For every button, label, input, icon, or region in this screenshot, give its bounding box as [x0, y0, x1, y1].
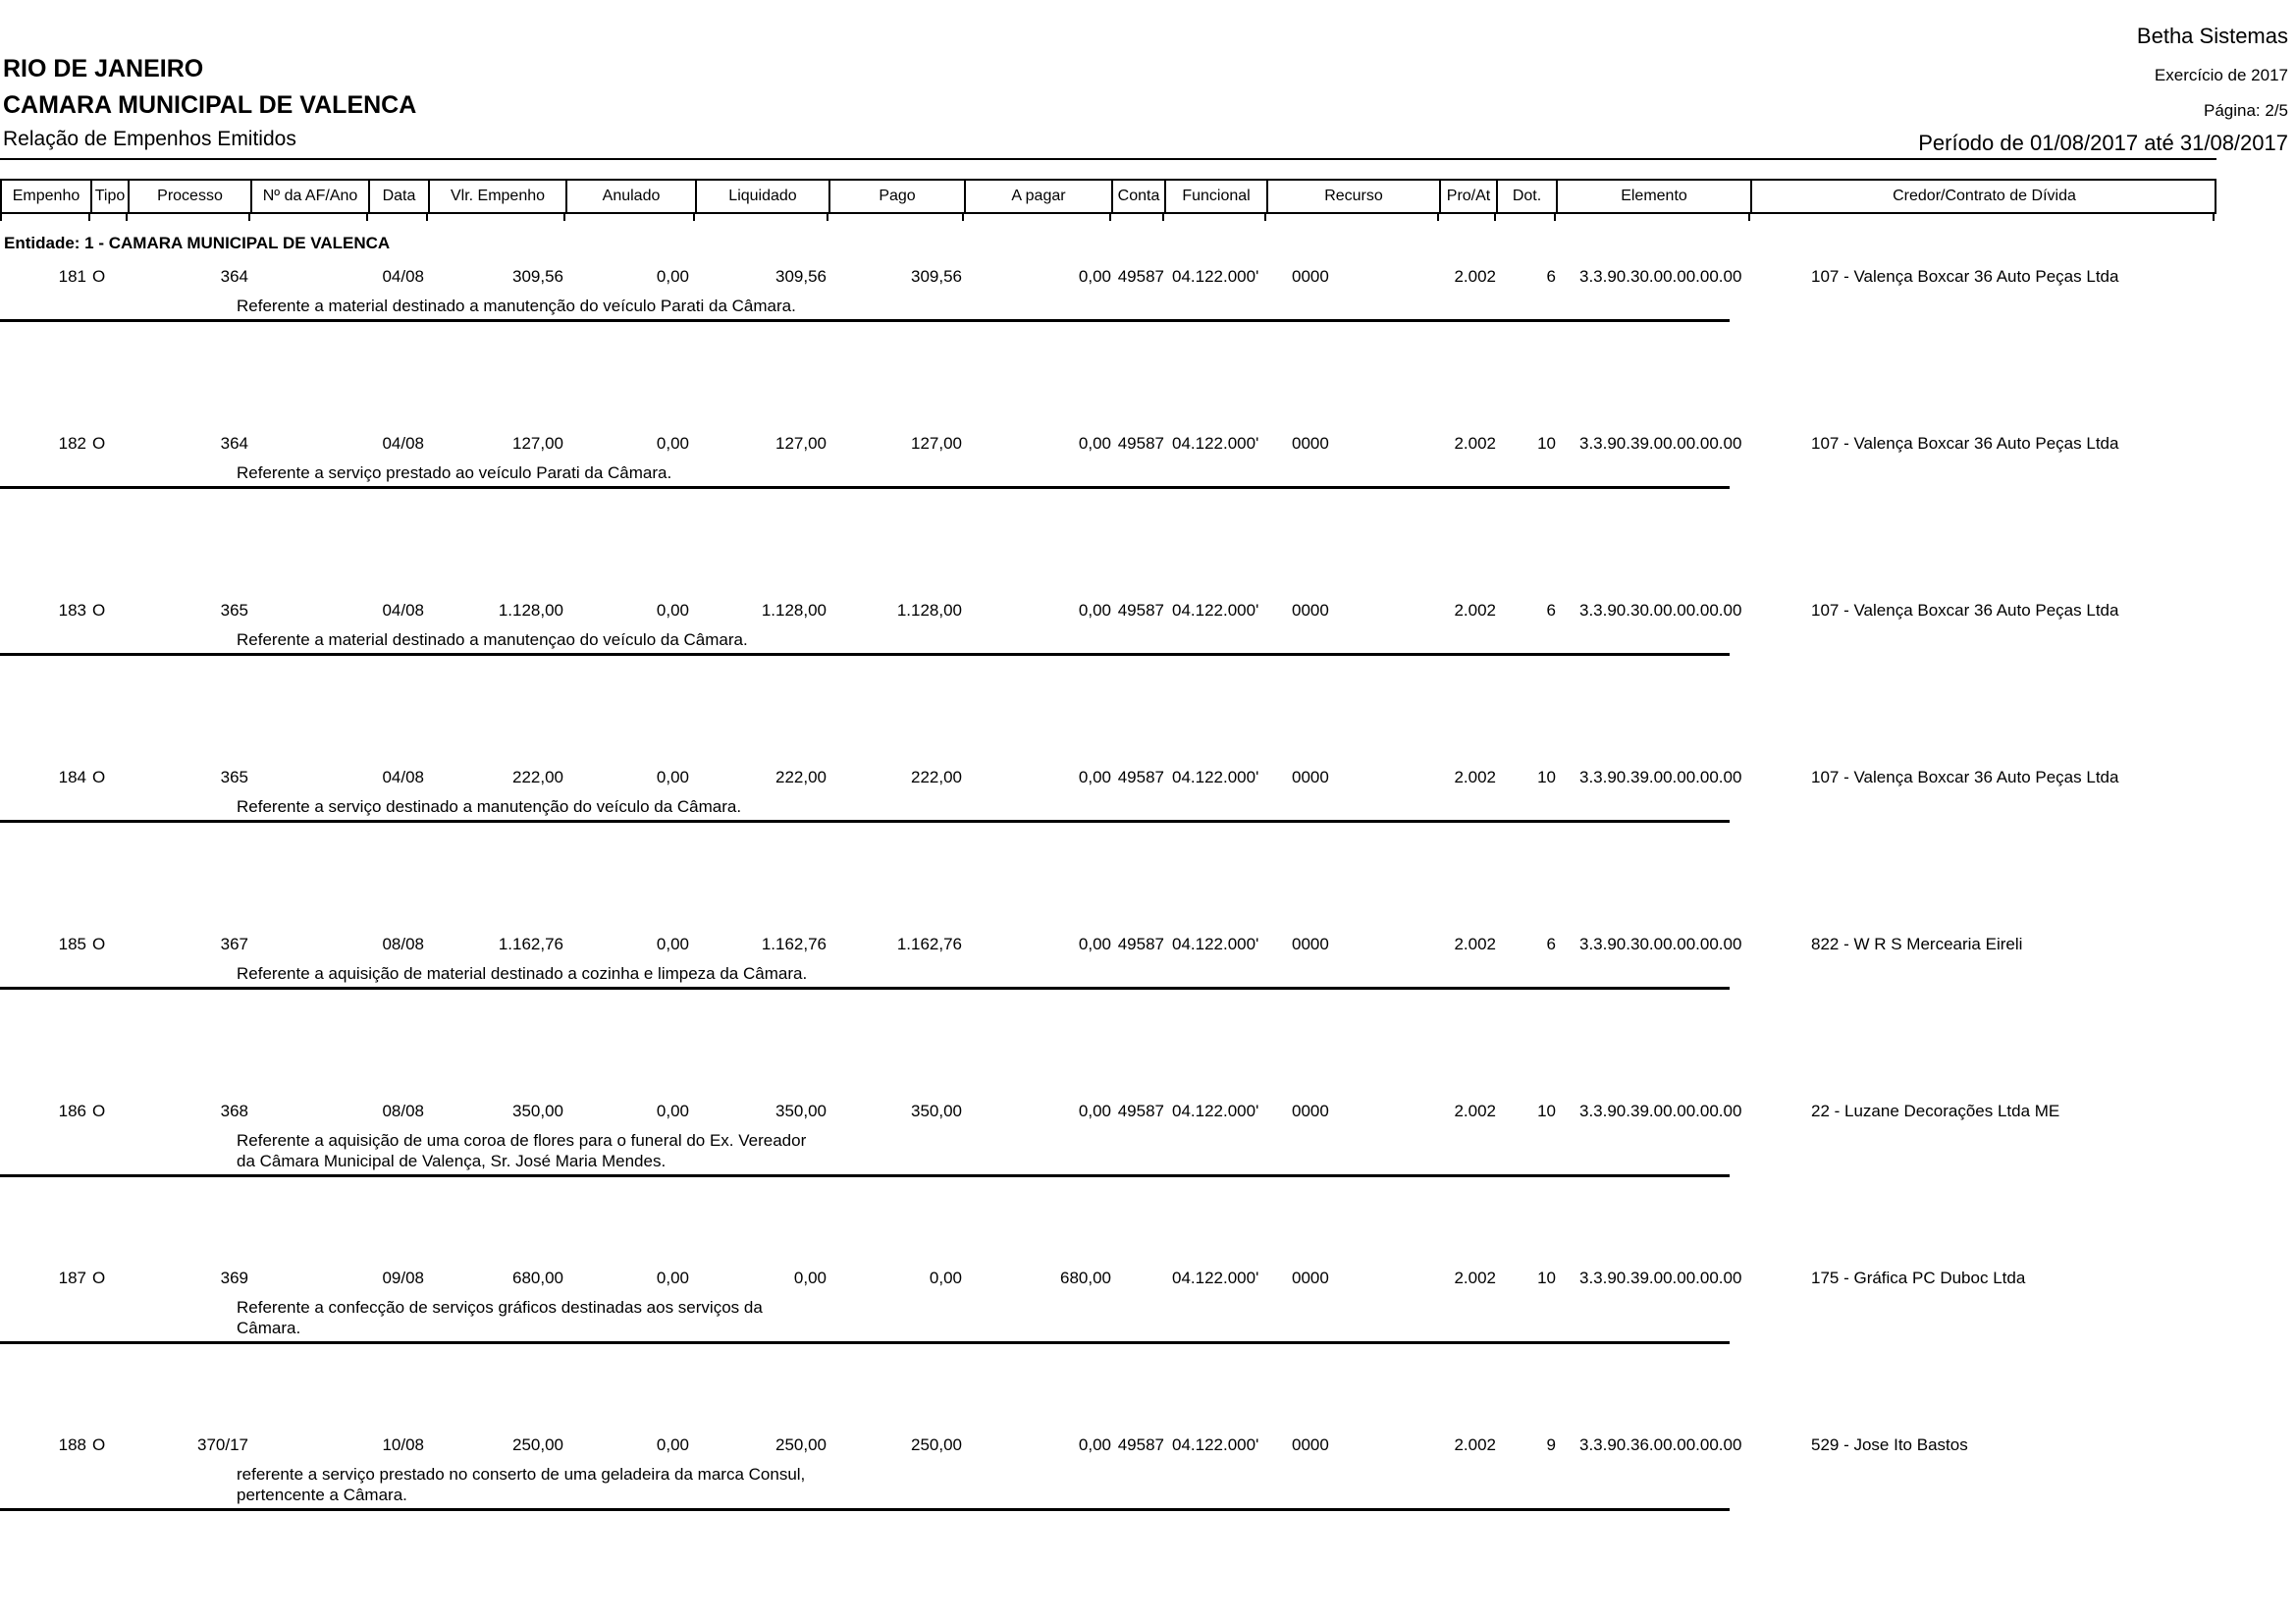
tick-mark	[695, 214, 828, 221]
row-description	[237, 796, 2296, 817]
cell-af_ano	[250, 768, 368, 787]
cell-credor: 107 - Valença Boxcar 36 Auto Peças Ltda	[1811, 768, 2119, 786]
cell-liquidado: 0,00	[793, 1269, 827, 1287]
row-values	[0, 601, 2296, 621]
cell-liquidado: 127,00	[775, 434, 827, 453]
cell-af_ano	[250, 434, 368, 454]
vendor-name: Betha Sistemas	[2136, 24, 2288, 48]
column-header-anulado: Anulado	[567, 181, 697, 212]
column-header-vlr: Vlr. Empenho	[430, 181, 567, 212]
column-header-credor: Credor/Contrato de Dívida	[1893, 188, 2076, 204]
row-values	[0, 434, 2296, 454]
cell-recurso: 0000	[1292, 935, 1329, 953]
column-header-pago: Pago	[830, 181, 966, 212]
cell-funcional: 04.122.000'	[1172, 935, 1259, 953]
cell-af_ano	[250, 935, 368, 954]
cell-elemento: 3.3.90.30.00.00.00.00	[1579, 935, 1742, 953]
entity-label: Entidade: 1 - CAMARA MUNICIPAL DE VALENCA	[4, 234, 391, 252]
row-separator-rule	[0, 319, 1730, 322]
period-label: Período de 01/08/2017 até 31/08/2017	[1918, 131, 2288, 155]
cell-conta: 49587	[1117, 601, 1164, 620]
cell-vlr: 1.162,76	[498, 935, 563, 953]
row-separator-rule	[0, 1508, 1730, 1511]
table-row	[0, 1098, 2296, 1265]
row-description	[237, 1297, 2296, 1338]
row-separator-rule	[0, 820, 1730, 823]
cell-pago: 0,00	[929, 1269, 962, 1287]
tick-mark	[1439, 214, 1496, 221]
cell-credor: 107 - Valença Boxcar 36 Auto Peças Ltda	[1811, 601, 2119, 620]
column-header-recurso: Recurso	[1268, 181, 1441, 212]
cell-tipo: O	[92, 434, 106, 453]
table-row	[0, 1432, 2296, 1598]
row-separator-rule	[0, 653, 1730, 656]
cell-conta	[1111, 1269, 1164, 1288]
cell-funcional: 04.122.000'	[1172, 601, 1259, 620]
cell-anulado: 0,00	[656, 1269, 689, 1287]
cell-pro_at: 2.002	[1454, 1269, 1496, 1287]
cell-a_pagar: 0,00	[1078, 601, 1111, 620]
description-line: Referente a aquisição de uma coroa de flores para o funeral do Ex. Vereador	[237, 1131, 807, 1150]
cell-credor: 822 - W R S Mercearia Eireli	[1811, 935, 2023, 953]
cell-tipo: O	[92, 768, 106, 786]
cell-anulado: 0,00	[656, 1435, 689, 1454]
tick-mark	[1750, 214, 2215, 221]
cell-tipo: O	[92, 601, 106, 620]
cell-processo: 367	[220, 935, 248, 953]
cell-empenho: 181	[58, 267, 86, 286]
cell-pago: 1.128,00	[896, 601, 962, 620]
table-row	[0, 1265, 2296, 1432]
cell-processo: 369	[220, 1269, 248, 1287]
cell-vlr: 222,00	[512, 768, 563, 786]
cell-empenho: 187	[58, 1269, 86, 1287]
cell-recurso: 0000	[1292, 1435, 1329, 1454]
tick-mark	[565, 214, 695, 221]
column-header-elemento: Elemento	[1558, 181, 1752, 212]
cell-elemento: 3.3.90.36.00.00.00.00	[1579, 1435, 1742, 1454]
row-description	[237, 1464, 2296, 1505]
cell-pro_at: 2.002	[1454, 768, 1496, 786]
cell-liquidado: 1.162,76	[761, 935, 827, 953]
row-description	[237, 629, 2296, 650]
cell-processo: 370/17	[197, 1435, 248, 1454]
row-separator-rule	[0, 987, 1730, 990]
report-title: Relação de Empenhos Emitidos	[3, 128, 296, 150]
cell-pro_at: 2.002	[1454, 1435, 1496, 1454]
column-header-tipo: Tipo	[92, 181, 130, 212]
cell-pro_at: 2.002	[1454, 1102, 1496, 1120]
description-line: pertencente a Câmara.	[237, 1486, 407, 1504]
cell-anulado: 0,00	[656, 1102, 689, 1120]
tick-mark	[90, 214, 128, 221]
cell-processo: 365	[220, 601, 248, 620]
row-description	[237, 462, 2296, 483]
cell-dot: 6	[1546, 935, 1556, 953]
cell-liquidado: 309,56	[775, 267, 827, 286]
cell-af_ano	[250, 1435, 368, 1455]
cell-a_pagar: 0,00	[1078, 935, 1111, 953]
cell-tipo: O	[92, 1435, 106, 1454]
cell-af_ano	[250, 1102, 368, 1121]
cell-dot: 10	[1537, 768, 1556, 786]
description-line: Referente a confecção de serviços gráficos destinadas aos serviços da	[237, 1298, 763, 1317]
cell-funcional: 04.122.000'	[1172, 768, 1259, 786]
cell-tipo: O	[92, 1269, 106, 1287]
cell-liquidado: 1.128,00	[761, 601, 827, 620]
cell-tipo: O	[92, 267, 106, 286]
cell-processo: 364	[220, 267, 248, 286]
cell-dot: 10	[1537, 1269, 1556, 1287]
records-list	[0, 263, 2296, 1598]
description-line: referente a serviço prestado no conserto de uma geladeira da marca Consul,	[237, 1465, 806, 1484]
cell-elemento: 3.3.90.30.00.00.00.00	[1579, 601, 1742, 620]
cell-conta: 49587	[1117, 1435, 1164, 1454]
tick-mark	[1111, 214, 1164, 221]
cell-pro_at: 2.002	[1454, 434, 1496, 453]
cell-tipo: O	[92, 935, 106, 953]
description-line: Referente a aquisição de material destinado a cozinha e limpeza da Câmara.	[237, 964, 808, 983]
table-row	[0, 931, 2296, 1098]
cell-funcional: 04.122.000'	[1172, 434, 1259, 453]
tick-mark	[964, 214, 1111, 221]
column-header-dot: Dot.	[1498, 181, 1558, 212]
cell-funcional: 04.122.000'	[1172, 1102, 1259, 1120]
header-rule	[0, 158, 2216, 160]
cell-pro_at: 2.002	[1454, 601, 1496, 620]
cell-data: 04/08	[382, 434, 424, 453]
cell-vlr: 1.128,00	[498, 601, 563, 620]
tick-mark	[828, 214, 964, 221]
column-header-af_ano: Nº da AF/Ano	[252, 181, 370, 212]
cell-empenho: 183	[58, 601, 86, 620]
cell-anulado: 0,00	[656, 768, 689, 786]
row-separator-rule	[0, 486, 1730, 489]
cell-dot: 6	[1546, 601, 1556, 620]
cell-data: 08/08	[382, 1102, 424, 1120]
row-values	[0, 267, 2296, 287]
cell-processo: 365	[220, 768, 248, 786]
cell-pago: 309,56	[911, 267, 962, 286]
exercise-label: Exercício de 2017	[2154, 66, 2288, 84]
page-number: Página: 2/5	[2203, 101, 2288, 120]
cell-dot: 9	[1546, 1435, 1556, 1454]
cell-pago: 127,00	[911, 434, 962, 453]
cell-funcional: 04.122.000'	[1172, 267, 1259, 286]
cell-conta: 49587	[1117, 935, 1164, 953]
column-header-processo: Processo	[130, 181, 252, 212]
cell-pago: 250,00	[911, 1435, 962, 1454]
cell-a_pagar: 0,00	[1078, 1102, 1111, 1120]
cell-empenho: 184	[58, 768, 86, 786]
row-values	[0, 1269, 2296, 1288]
cell-recurso: 0000	[1292, 1102, 1329, 1120]
state-name: RIO DE JANEIRO	[3, 55, 204, 82]
cell-a_pagar: 0,00	[1078, 1435, 1111, 1454]
org-name: CAMARA MUNICIPAL DE VALENCA	[3, 91, 417, 119]
cell-elemento: 3.3.90.39.00.00.00.00	[1579, 434, 1742, 453]
cell-credor: 107 - Valença Boxcar 36 Auto Peças Ltda	[1811, 267, 2119, 286]
cell-conta: 49587	[1117, 267, 1164, 286]
cell-pro_at: 2.002	[1454, 935, 1496, 953]
cell-anulado: 0,00	[656, 434, 689, 453]
cell-conta: 49587	[1117, 1102, 1164, 1120]
cell-funcional: 04.122.000'	[1172, 1435, 1259, 1454]
cell-pago: 350,00	[911, 1102, 962, 1120]
tick-mark	[1164, 214, 1266, 221]
cell-data: 04/08	[382, 601, 424, 620]
table-row	[0, 764, 2296, 931]
table-column-header	[0, 179, 2216, 214]
row-values	[0, 768, 2296, 787]
column-header-conta: Conta	[1113, 181, 1166, 212]
column-header-liquidado: Liquidado	[697, 181, 830, 212]
cell-empenho: 185	[58, 935, 86, 953]
tick-mark	[428, 214, 565, 221]
tick-mark	[1496, 214, 1556, 221]
cell-af_ano	[250, 601, 368, 621]
cell-credor: 22 - Luzane Decorações Ltda ME	[1811, 1102, 2060, 1120]
cell-elemento: 3.3.90.39.00.00.00.00	[1579, 768, 1742, 786]
table-row	[0, 263, 2296, 430]
column-header-a_pagar: A pagar	[966, 181, 1113, 212]
description-line: Referente a material destinado a manutenção do veículo Parati da Câmara.	[237, 297, 796, 315]
tick-mark	[1266, 214, 1439, 221]
cell-elemento: 3.3.90.30.00.00.00.00	[1579, 267, 1742, 286]
cell-empenho: 188	[58, 1435, 86, 1454]
cell-af_ano	[250, 267, 368, 287]
cell-data: 04/08	[382, 768, 424, 786]
column-header-data: Data	[370, 181, 430, 212]
cell-dot: 10	[1537, 434, 1556, 453]
row-values	[0, 935, 2296, 954]
cell-tipo: O	[92, 1102, 106, 1120]
row-description	[237, 296, 2296, 316]
description-line: Câmara.	[237, 1319, 301, 1337]
column-header-empenho: Empenho	[2, 181, 92, 212]
cell-dot: 6	[1546, 267, 1556, 286]
cell-a_pagar: 0,00	[1078, 267, 1111, 286]
cell-recurso: 0000	[1292, 1269, 1329, 1287]
cell-funcional: 04.122.000'	[1172, 1269, 1259, 1287]
cell-vlr: 680,00	[512, 1269, 563, 1287]
cell-recurso: 0000	[1292, 768, 1329, 786]
column-header-funcional: Funcional	[1166, 181, 1268, 212]
cell-liquidado: 250,00	[775, 1435, 827, 1454]
tick-mark	[0, 214, 90, 221]
tick-mark	[368, 214, 428, 221]
description-line: Referente a serviço prestado ao veículo Parati da Câmara.	[237, 463, 672, 482]
cell-anulado: 0,00	[656, 601, 689, 620]
row-values	[0, 1435, 2296, 1455]
cell-recurso: 0000	[1292, 267, 1329, 286]
cell-vlr: 250,00	[512, 1435, 563, 1454]
column-header-pro_at: Pro/At	[1441, 181, 1498, 212]
cell-conta: 49587	[1117, 768, 1164, 786]
cell-af_ano	[250, 1269, 368, 1288]
cell-processo: 368	[220, 1102, 248, 1120]
cell-conta: 49587	[1117, 434, 1164, 453]
cell-pago: 222,00	[911, 768, 962, 786]
row-values	[0, 1102, 2296, 1121]
tick-mark	[250, 214, 368, 221]
cell-a_pagar: 680,00	[1060, 1269, 1111, 1287]
row-description	[237, 963, 2296, 984]
cell-liquidado: 222,00	[775, 768, 827, 786]
cell-pago: 1.162,76	[896, 935, 962, 953]
cell-vlr: 309,56	[512, 267, 563, 286]
cell-elemento: 3.3.90.39.00.00.00.00	[1579, 1269, 1742, 1287]
column-tick-marks	[0, 214, 2216, 221]
cell-data: 10/08	[382, 1435, 424, 1454]
tick-mark	[1556, 214, 1750, 221]
cell-credor: 175 - Gráfica PC Duboc Ltda	[1811, 1269, 2026, 1287]
cell-data: 04/08	[382, 267, 424, 286]
cell-empenho: 182	[58, 434, 86, 453]
cell-liquidado: 350,00	[775, 1102, 827, 1120]
tick-mark	[128, 214, 250, 221]
cell-a_pagar: 0,00	[1078, 434, 1111, 453]
cell-pro_at: 2.002	[1454, 267, 1496, 286]
cell-elemento: 3.3.90.39.00.00.00.00	[1579, 1102, 1742, 1120]
description-line: Referente a serviço destinado a manutenção do veículo da Câmara.	[237, 797, 742, 816]
description-line: da Câmara Municipal de Valença, Sr. José Maria Mendes.	[237, 1152, 667, 1170]
table-row	[0, 430, 2296, 597]
cell-a_pagar: 0,00	[1078, 768, 1111, 786]
cell-empenho: 186	[58, 1102, 86, 1120]
row-description	[237, 1130, 2296, 1171]
cell-dot: 10	[1537, 1102, 1556, 1120]
cell-data: 08/08	[382, 935, 424, 953]
cell-anulado: 0,00	[656, 935, 689, 953]
cell-credor: 107 - Valença Boxcar 36 Auto Peças Ltda	[1811, 434, 2119, 453]
cell-recurso: 0000	[1292, 434, 1329, 453]
cell-anulado: 0,00	[656, 267, 689, 286]
table-row	[0, 597, 2296, 764]
row-separator-rule	[0, 1174, 1730, 1177]
row-separator-rule	[0, 1341, 1730, 1344]
cell-recurso: 0000	[1292, 601, 1329, 620]
cell-credor: 529 - Jose Ito Bastos	[1811, 1435, 1968, 1454]
cell-vlr: 127,00	[512, 434, 563, 453]
description-line: Referente a material destinado a manutençao do veículo da Câmara.	[237, 630, 748, 649]
cell-processo: 364	[220, 434, 248, 453]
cell-vlr: 350,00	[512, 1102, 563, 1120]
cell-data: 09/08	[382, 1269, 424, 1287]
